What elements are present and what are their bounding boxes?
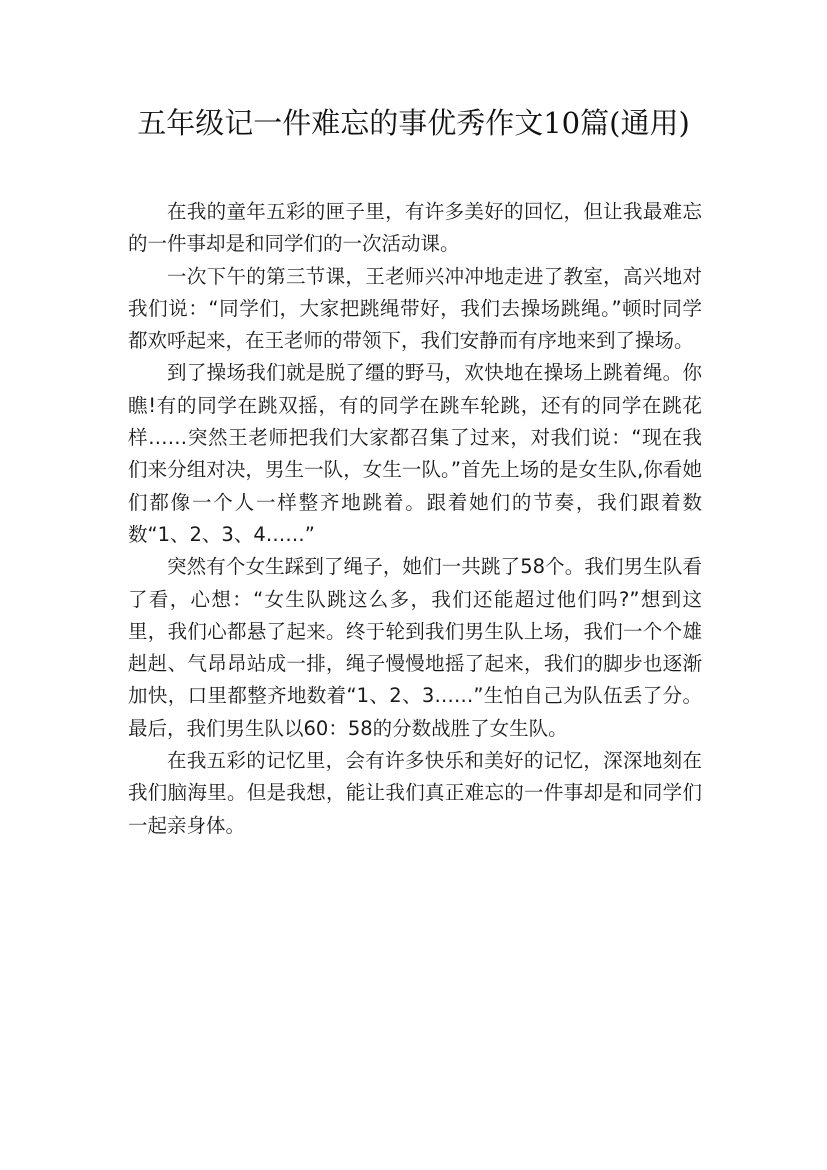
document-title: 五年级记一件难忘的事优秀作文10篇(通用) xyxy=(137,106,690,140)
paragraph-5: 在我五彩的记忆里，会有许多快乐和美好的记忆，深深地刻在我们脑海里。但是我想，能让我们真正难忘的一件事却是和同学们一起亲身体。 xyxy=(128,749,702,837)
paragraph-4: 突然有个女生踩到了绳子，她们一共跳了58个。我们男生队看了看，心想：“女生队跳这么多，我们还能超过他们吗?”想到这里，我们心都悬了起来。终于轮到我们男生队上场，我们一个个雄赳赳、气昂昂站成一排，绳子慢慢地摇了起来，我们的脚步也逐渐加快，口里都整齐地数着“1、2、3……”生怕自己为队伍丢了分。最后，我们男生队以60：58的分数战胜了女生队。 xyxy=(128,555,702,740)
document-body xyxy=(128,196,702,842)
paragraph-2: 一次下午的第三节课，王老师兴冲冲地走进了教室，高兴地对我们说：“同学们，大家把跳绳带好，我们去操场跳绳。”顿时同学都欢呼起来，在王老师的带领下，我们安静而有序地来到了操场。 xyxy=(128,264,702,353)
paragraph-1: 在我的童年五彩的匣子里，有许多美好的回忆，但让我最难忘的一件事却是和同学们的一次活动课。 xyxy=(128,200,702,256)
paragraph-3: 到了操场我们就是脱了缰的野马，欢快地在操场上跳着绳。你瞧!有的同学在跳双摇，有的同学在跳车轮跳，还有的同学在跳花样……突然王老师把我们大家都召集了过来，对我们说：“现在我们来分组对决，男生一队，女生一队。”首先上场的是女生队,你看她们都像一个人一样整齐地跳着。跟着她们的节奏，我们跟着数数“1、2、3、4……” xyxy=(128,361,702,546)
